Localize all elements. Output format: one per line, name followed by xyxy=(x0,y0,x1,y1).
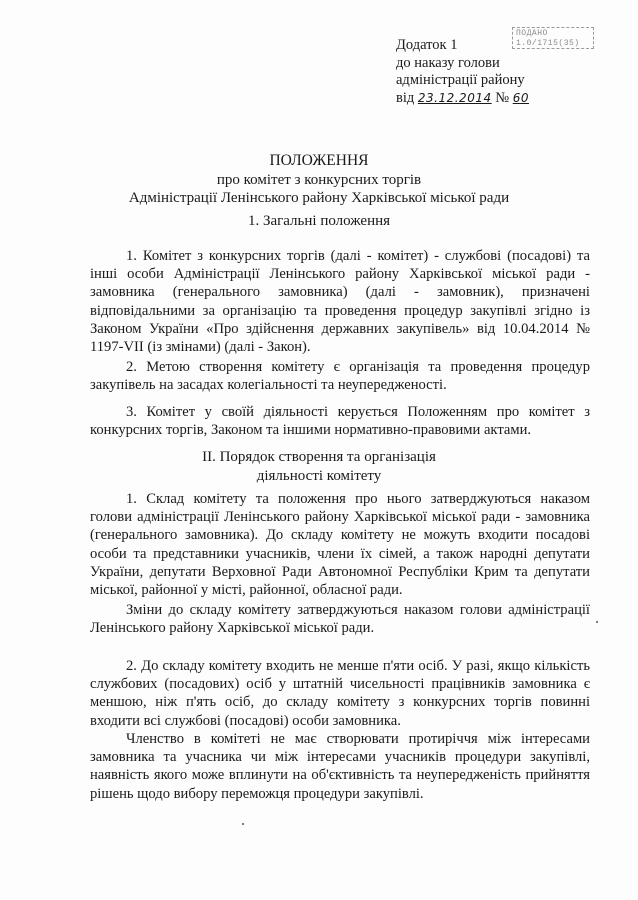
title-main: ПОЛОЖЕННЯ xyxy=(269,152,369,169)
annex-line-3: адміністрації району xyxy=(396,72,525,88)
section-1-paragraph-2: 2. Метою створення комітету є організація та проведення процедур закупівель на засадах колегіальності та неупередженості. xyxy=(90,359,590,394)
stamp-line-2: 1.0/1715(35) xyxy=(516,39,580,48)
number-prefix: № xyxy=(495,89,510,106)
title-line-3: Адміністрації Ленінського району Харківської міської ради xyxy=(128,190,510,206)
handwritten-date: 23.12.2014 xyxy=(417,90,492,105)
annex-header xyxy=(396,37,529,107)
section-2-heading-line-1: ІІ. Порядок створення та організація xyxy=(202,449,436,465)
title-line-2: про комітет з конкурсних торгів xyxy=(216,171,422,188)
scan-speck xyxy=(596,621,598,623)
section-2-paragraph-3: 2. До складу комітету входить не менше п'яти осіб. У разі, якщо кількість службових (посадових) осіб у штатній чисельності працівників замовника є меншою, ніж п'ять осіб, до складу комітету з конкурсних торгів повинні входити всі службові (посадові) особи замовника. xyxy=(90,658,590,729)
stamp-line-1: ПОДАНО xyxy=(516,29,548,38)
section-1-paragraph-1: 1. Комітет з конкурсних торгів (далі - комітет) - службові (посадові) та інші особи Адміністрації Ленінського району Харківської міської ради - замовника (генерального замовника) (далі - замовник), призначені відповідальними за організацію та проведення процедур закупівлі згідно із Законом України «Про здійснення державних закупівель» від 10.04.2014 № 1197-VII (із змінами) (далі - Закон). xyxy=(90,248,590,356)
annex-line-2: до наказу голови xyxy=(396,54,500,71)
document-title xyxy=(0,152,638,208)
annex-date-line xyxy=(396,90,529,108)
date-prefix: від xyxy=(396,89,415,106)
section-2-paragraph-2: Зміни до складу комітету затверджуються наказом голови адміністрації Ленінського району Харківської міської ради. xyxy=(90,602,590,637)
section-2-paragraph-4: Членство в комітеті не має створювати протиріччя між інтересами замовника та учасника чи між інтересами учасників процедури закупівлі, наявність якого може вплинути на об'єктивність та неупередженість прийняття рішень щодо вибору переможця процедури закупівлі. xyxy=(90,731,590,802)
section-2-heading-line-2: діяльності комітету xyxy=(256,467,382,484)
scan-speck xyxy=(242,823,244,825)
handwritten-number: 60 xyxy=(512,90,529,105)
section-2-paragraph-1: 1. Склад комітету та положення про нього затверджуються наказом голови адміністрації Ленінського району Харківської міської ради - замовника (генерального замовника). До складу комітету не можуть входити посадові особи та представники учасників, члени їх сімей, а також народні депутати України, депутати Верховної Ради Автономної Республіки Крим та депутати міської, районної у місті, районної, обласної ради. xyxy=(90,491,590,599)
section-2-heading xyxy=(0,448,638,485)
section-1-heading: 1. Загальні положення xyxy=(247,213,391,229)
section-1-paragraph-3: 3. Комітет у своїй діяльності керується Положенням про комітет з конкурсних торгів, Законом та іншими нормативно-правовими актами. xyxy=(90,404,590,439)
annex-line-1: Додаток 1 xyxy=(396,37,458,53)
